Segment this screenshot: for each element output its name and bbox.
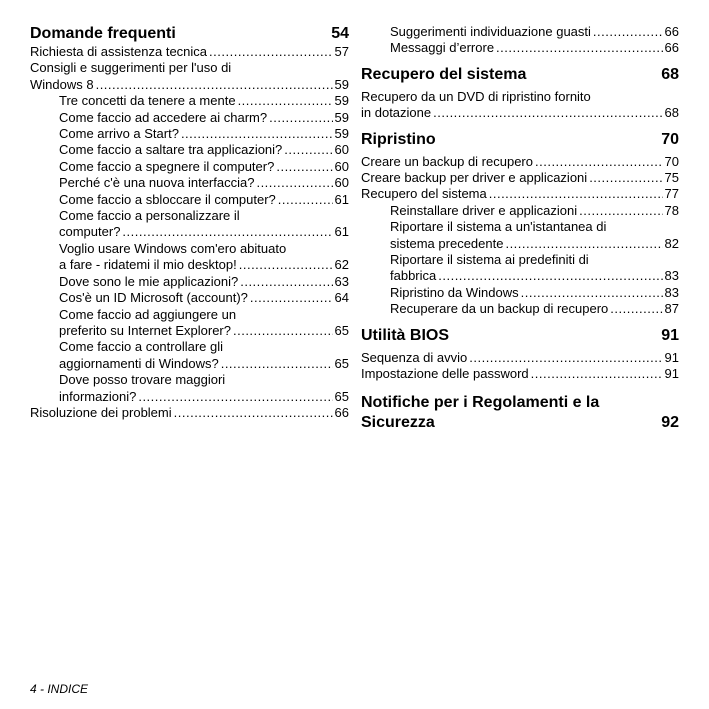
toc-section-ripristino[interactable]	[361, 130, 679, 150]
toc-entry-assistenza[interactable]	[30, 44, 349, 60]
toc-sub-charm[interactable]	[30, 110, 349, 126]
entry-text-line2: aggiornamenti di Windows?	[59, 355, 219, 371]
page-footer: 4 - INDICE	[30, 682, 89, 696]
entry-page: 70	[664, 153, 679, 169]
entry-page: 65	[334, 388, 349, 404]
section-page: 54	[331, 25, 349, 42]
entry-text: Creare backup per driver e applicazioni	[361, 170, 588, 186]
entry-text-line2: fabbrica	[390, 268, 437, 284]
leader-dots	[531, 366, 663, 382]
section-title-line2: Sicurezza	[361, 413, 435, 431]
toc-right-column	[361, 24, 679, 433]
entry-page: 75	[664, 170, 679, 186]
leader-dots	[250, 290, 333, 306]
entry-page: 91	[664, 366, 679, 382]
entry-text-line2: computer?	[59, 224, 121, 240]
entry-text: Ripristino da Windows	[390, 284, 519, 300]
entry-text: Richiesta di assistenza tecnica	[30, 44, 208, 59]
leader-dots	[122, 224, 332, 240]
leader-dots	[589, 170, 662, 186]
entry-page: 78	[664, 202, 679, 218]
leader-dots	[269, 110, 332, 126]
entry-text-line2: a fare - ridatemi il mio desktop!	[59, 257, 237, 273]
toc-entry-backup-driver[interactable]	[361, 170, 679, 186]
leader-dots	[209, 44, 333, 60]
section-title-line1: Notifiche per i Regolamenti e la	[361, 393, 600, 411]
entry-text-line1: Riportare il sistema ai predefiniti di	[390, 252, 589, 268]
leader-dots	[221, 356, 333, 372]
toc-sub-saltare-app[interactable]	[30, 142, 349, 158]
toc-left-column	[30, 24, 349, 421]
toc-sub-ripristino-windows[interactable]	[361, 285, 679, 301]
entry-page: 66	[334, 404, 349, 420]
section-page: 70	[661, 130, 679, 148]
entry-text: Creare un backup di recupero	[361, 153, 533, 169]
toc-entry-sequenza-avvio[interactable]	[361, 350, 679, 366]
toc-sub-istantanea[interactable]	[361, 219, 679, 252]
entry-page: 61	[334, 191, 349, 207]
entry-text-line2: in dotazione	[361, 105, 432, 121]
entry-page: 91	[664, 349, 679, 365]
toc-sub-aggiornamenti[interactable]	[30, 339, 349, 372]
toc-sub-interfaccia[interactable]	[30, 175, 349, 191]
entry-text: Sequenza di avvio	[361, 349, 468, 365]
toc-sub-recuperare-backup[interactable]	[361, 301, 679, 317]
leader-dots	[433, 105, 662, 121]
entry-page: 60	[334, 142, 349, 158]
entry-page: 60	[334, 158, 349, 174]
entry-page: 63	[334, 273, 349, 289]
toc-sub-start[interactable]	[30, 126, 349, 142]
leader-dots	[579, 203, 662, 219]
entry-text-line2: sistema precedente	[390, 235, 504, 251]
toc-sub-messaggi-errore[interactable]	[361, 40, 679, 56]
entry-text-line2: Windows 8	[30, 76, 94, 92]
entry-text: Come faccio ad accedere ai charm?	[59, 109, 268, 125]
toc-sub-reinstallare[interactable]	[361, 203, 679, 219]
entry-page: 57	[334, 44, 349, 59]
toc-entry-dvd-ripristino[interactable]	[361, 89, 679, 122]
entry-page: 83	[664, 268, 679, 284]
leader-dots	[284, 142, 332, 158]
leader-dots	[240, 274, 332, 290]
leader-dots	[535, 154, 663, 170]
entry-text: Dove sono le mie applicazioni?	[59, 273, 239, 289]
entry-text-line1: Come faccio a controllare gli	[59, 339, 224, 355]
toc-sub-informazioni[interactable]	[30, 372, 349, 405]
leader-dots	[610, 301, 662, 317]
entry-page: 83	[664, 284, 679, 300]
toc-entry-recupero-sistema[interactable]	[361, 186, 679, 202]
leader-dots	[238, 93, 333, 109]
entry-page: 62	[334, 257, 349, 273]
entry-text-line1: Come faccio a personalizzare il	[59, 208, 240, 224]
entry-text-line1: Come faccio ad aggiungere un	[59, 306, 237, 322]
entry-page: 60	[334, 175, 349, 191]
entry-text: Recupero del sistema	[361, 186, 487, 202]
entry-text: Risoluzione dei problemi	[30, 404, 172, 420]
toc-section-bios[interactable]	[361, 326, 679, 346]
section-title: Domande frequenti	[30, 25, 176, 42]
entry-text-line1: Riportare il sistema a un'istantanea di	[390, 219, 607, 235]
entry-text-line1: Consigli e suggerimenti per l'uso di	[30, 60, 232, 76]
entry-page: 66	[664, 40, 679, 56]
leader-dots	[174, 405, 333, 421]
entry-page: 64	[334, 290, 349, 306]
section-title: Ripristino	[361, 130, 436, 148]
entry-page: 59	[334, 93, 349, 109]
toc-sub-microsoft-id[interactable]	[30, 290, 349, 306]
leader-dots	[181, 126, 333, 142]
entry-text-line1: Voglio usare Windows com'ero abituato	[59, 240, 287, 256]
entry-page: 65	[334, 322, 349, 338]
entry-text: Come faccio a spegnere il computer?	[59, 158, 275, 174]
toc-section-recupero-sistema[interactable]	[361, 65, 679, 85]
section-page: 68	[661, 65, 679, 83]
toc-entry-consigli[interactable]	[30, 60, 349, 93]
toc-sub-predefiniti[interactable]	[361, 252, 679, 285]
leader-dots	[593, 24, 663, 40]
entry-text: Come arrivo a Start?	[59, 126, 179, 142]
leader-dots	[496, 40, 662, 56]
entry-text-line1: Recupero da un DVD di ripristino fornito	[361, 88, 591, 104]
leader-dots	[138, 389, 332, 405]
toc-sub-tre-concetti[interactable]	[30, 93, 349, 109]
entry-page: 66	[664, 24, 679, 39]
leader-dots	[438, 268, 662, 284]
entry-text-line1: Dove posso trovare maggiori	[59, 372, 226, 388]
toc-sub-spegnere[interactable]	[30, 159, 349, 175]
section-title: Recupero del sistema	[361, 65, 527, 83]
entry-page: 61	[334, 224, 349, 240]
entry-text: Impostazione delle password	[361, 366, 529, 382]
entry-page: 87	[664, 301, 679, 317]
entry-text: Cos'è un ID Microsoft (account)?	[59, 290, 248, 306]
toc-entry-risoluzione[interactable]	[30, 405, 349, 421]
leader-dots	[96, 77, 333, 93]
toc-sub-sbloccare[interactable]	[30, 192, 349, 208]
entry-text: Reinstallare driver e applicazioni	[390, 202, 578, 218]
leader-dots	[239, 257, 333, 273]
entry-text: Suggerimenti individuazione guasti	[390, 24, 591, 39]
leader-dots	[505, 236, 662, 252]
toc-sub-preferito-ie[interactable]	[30, 307, 349, 340]
toc-entry-backup-recupero[interactable]	[361, 154, 679, 170]
entry-text: Come faccio a sbloccare il computer?	[59, 191, 276, 207]
entry-page: 59	[334, 76, 349, 92]
entry-page: 59	[334, 126, 349, 142]
section-title: Utilità BIOS	[361, 326, 450, 344]
leader-dots	[489, 186, 663, 202]
leader-dots	[521, 285, 663, 301]
entry-text: Messaggi d’errore	[390, 40, 495, 56]
entry-text-line2: preferito su Internet Explorer?	[59, 322, 231, 338]
entry-page: 59	[334, 109, 349, 125]
section-page: 91	[661, 326, 679, 344]
leader-dots	[256, 175, 332, 191]
leader-dots	[278, 192, 333, 208]
entry-text: Recuperare da un backup di recupero	[390, 301, 609, 317]
toc-sub-personalizzare[interactable]	[30, 208, 349, 241]
entry-page: 82	[664, 235, 679, 251]
entry-text: Come faccio a saltare tra applicazioni?	[59, 142, 283, 158]
toc-sub-applicazioni[interactable]	[30, 274, 349, 290]
entry-text: Perché c'è una nuova interfaccia?	[59, 175, 255, 191]
toc-entry-password[interactable]	[361, 366, 679, 382]
leader-dots	[233, 323, 333, 339]
entry-text: Tre concetti da tenere a mente	[59, 93, 236, 109]
leader-dots	[276, 159, 332, 175]
toc-sub-suggerimenti-guasti[interactable]	[361, 24, 679, 40]
entry-page: 77	[664, 186, 679, 202]
entry-text-line2: informazioni?	[59, 388, 137, 404]
entry-page: 68	[664, 105, 679, 121]
leader-dots	[469, 350, 662, 366]
toc-sub-desktop[interactable]	[30, 241, 349, 274]
entry-page: 65	[334, 355, 349, 371]
toc-section-domande-frequenti[interactable]	[30, 24, 349, 44]
toc-section-notifiche[interactable]	[361, 393, 679, 433]
section-page: 92	[661, 413, 679, 431]
